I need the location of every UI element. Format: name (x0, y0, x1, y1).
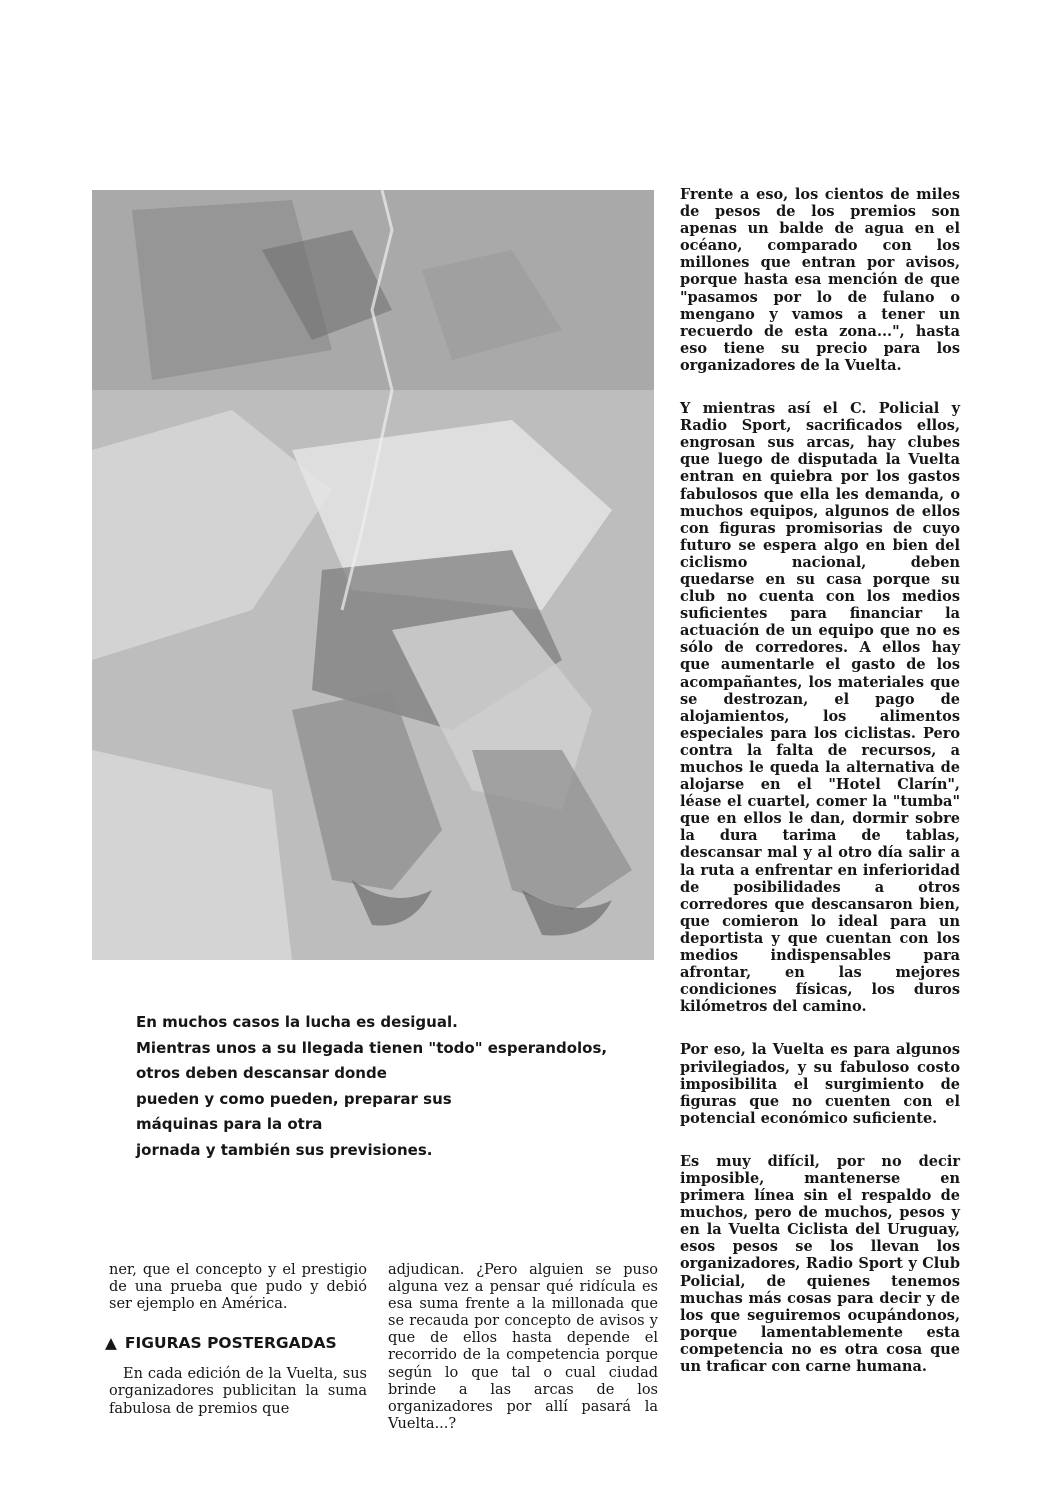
photo-cyclists-resting (92, 190, 654, 960)
paragraph: En cada edición de la Vuelta, sus organizadores publicitan la suma fabulosa de premios que (109, 1366, 367, 1417)
caption-line: máquinas para la otra (136, 1115, 323, 1133)
lead-paragraph: ner, que el concepto y el prestigio de una prueba que pudo y debió ser ejemplo en América. (109, 1262, 367, 1313)
triangle-icon: ▲ (105, 1334, 117, 1353)
photo-caption (136, 1010, 656, 1163)
middle-column (388, 1262, 658, 1433)
section-heading (105, 1335, 367, 1352)
paragraph: adjudican. ¿Pero alguien se puso alguna vez a pensar qué ridícula es esa suma frente a la millonada que se recauda por concepto de avisos y que de ellos hasta depende el recorrido de la competencia porque según lo que tal o cual ciudad brinde a las arcas de los organizadores por allí pasará la Vuelta...? (388, 1262, 658, 1432)
caption-line: Mientras unos a su llegada tienen "todo" esperandolos, (136, 1038, 608, 1057)
paragraph: Es muy difícil, por no decir imposible, mantenerse en primera línea sin el respaldo de muchos, pero de muchos, pesos y en la Vuelta Ciclista del Uruguay, esos pesos se los llevan los organizadores, Radio Sport y Club Policial, de quienes tenemos muchas más cosas para decir y de los que seguiremos ocupándonos, porque lamentablemente esta competencia no es otra cosa que un traficar con carne humana. (680, 1152, 960, 1375)
caption-line: jornada y también sus previsiones. (136, 1140, 433, 1159)
article-photo (92, 190, 654, 960)
caption-line: En muchos casos la lucha es desigual. (136, 1013, 458, 1031)
caption-line: pueden y como pueden, preparar sus (136, 1089, 452, 1108)
paragraph: Y mientras así el C. Policial y Radio Sport, sacrificados ellos, engrosan sus arcas, hay clubes que luego de disputada la Vuelta entran en quiebra por los gastos fabulosos que ella les demanda, o muchos equipos, algunos de ellos con figuras promisorias de cuyo futuro se espera algo en bien del ciclismo nacional, deben quedarse en su casa porque su club no cuenta con los medios suficientes para financiar la actuación de un equipo que no es sólo de corredores. A ellos hay que aumentarle el gasto de los acompañantes, los materiales que se destrozan, el pago de alojamientos, los alimentos especiales para los ciclistas. Pero contra la falta de recursos, a muchos le queda la alternativa de alojarse en el "Hotel Clarín", léase el cuartel, comer la "tumba" que en ellos le dan, dormir sobre la dura tarima de tablas, descansar mal y al otro día salir a la ruta a enfrentar en inferioridad de posibilidades a otros corredores que descansaron bien, que comieron lo ideal para un deportista y que cuentan con los medios indispensables para afrontar, en las mejores condiciones físicas, los duros kilómetros del camino. (680, 400, 960, 1016)
paragraph: Por eso, la Vuelta es para algunos privilegiados, y su fabuloso costo imposibilita el surgimiento de figuras que no cuenten con el potencial económico suficiente. (680, 1041, 960, 1127)
left-column (105, 1262, 367, 1418)
caption-line: otros deben descansar donde (136, 1064, 387, 1082)
right-column (680, 186, 960, 1401)
section-heading-text: FIGURAS POSTERGADAS (124, 1334, 337, 1353)
paragraph: Frente a eso, los cientos de miles de pesos de los premios son apenas un balde de agua en el océano, comparado con los millones que entran por avisos, porque hasta esa mención de que "pasamos por lo de fulano o mengano y vamos a tener un recuerdo de esta zona...", hasta eso tiene su precio para los organizadores de la Vuelta. (680, 186, 960, 374)
